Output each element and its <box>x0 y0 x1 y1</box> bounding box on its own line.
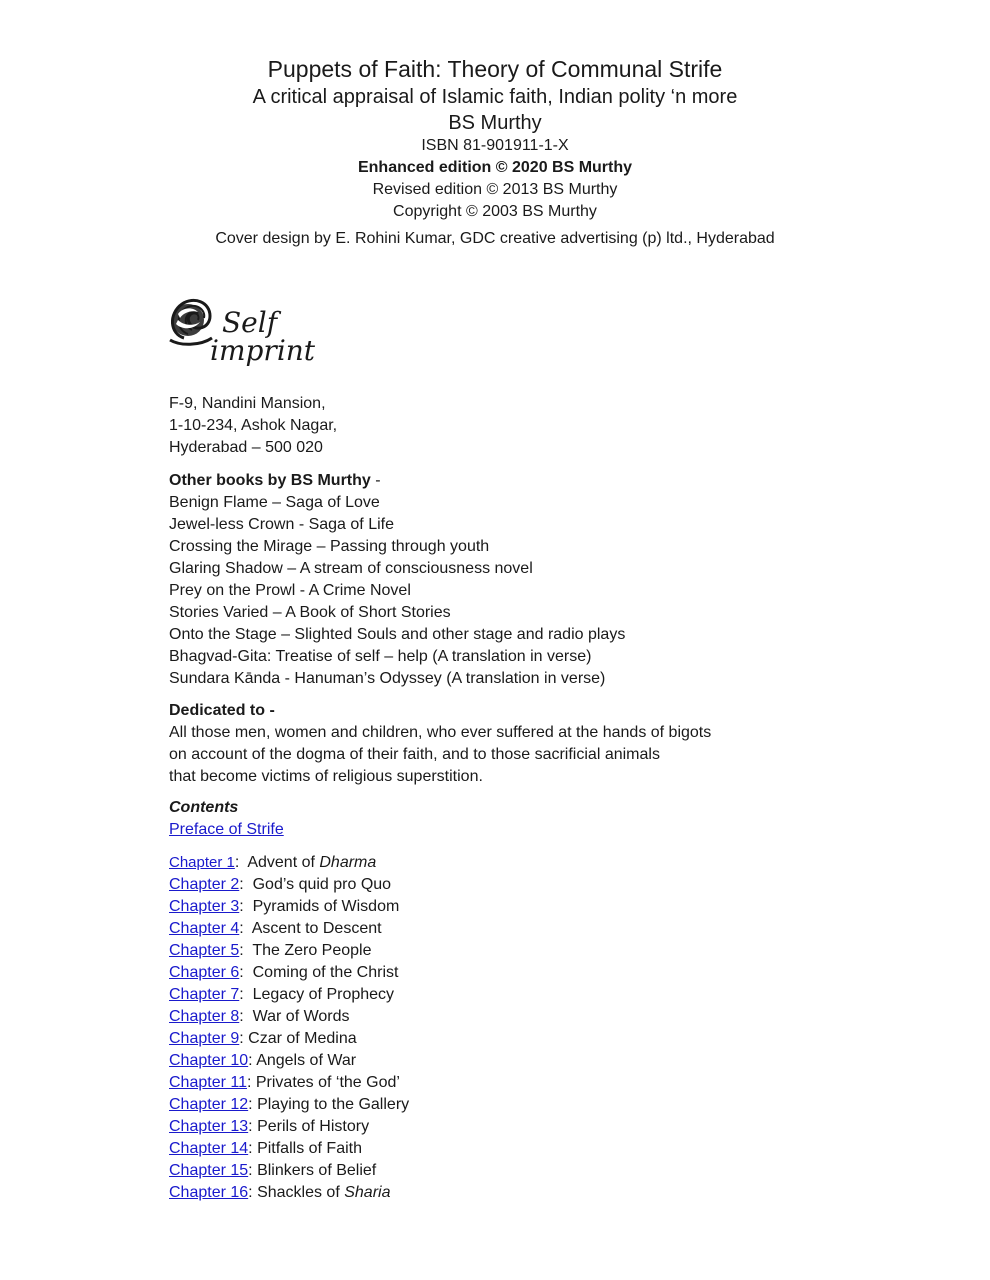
chapter-separator: : <box>248 1140 258 1157</box>
chapter-link[interactable]: Chapter 1 <box>169 854 235 871</box>
other-book-item: Onto the Stage – Slighted Souls and other stage and radio plays <box>169 626 626 643</box>
chapter-separator: : <box>239 898 253 915</box>
chapter-link[interactable]: Chapter 15 <box>169 1162 249 1179</box>
other-book-item: Benign Flame – Saga of Love <box>169 494 380 511</box>
chapter-separator: : <box>246 1074 256 1091</box>
other-books-heading-suffix: - <box>370 472 381 489</box>
address-line: 1-10-234, Ashok Nagar, <box>169 417 338 434</box>
chapter-title: Advent of <box>247 854 320 871</box>
book-subtitle: A critical appraisal of Islamic faith, Indian polity ‘n more <box>252 86 738 108</box>
book-title: Puppets of Faith: Theory of Communal Strife <box>267 56 723 82</box>
preface-link[interactable]: Preface of Strife <box>169 821 284 838</box>
chapter-title: Coming of the Christ <box>252 964 399 981</box>
chapter-link[interactable]: Chapter 7 <box>169 986 240 1003</box>
copyright-line: Copyright © 2003 BS Murthy <box>393 203 597 220</box>
chapter-separator: : <box>248 1118 258 1135</box>
chapter-separator: : <box>239 964 253 981</box>
chapter-row <box>169 918 409 940</box>
chapter-separator: : <box>239 942 253 959</box>
book-author: BS Murthy <box>448 112 542 134</box>
chapter-title: Shackles of <box>257 1184 345 1201</box>
chapter-row <box>169 1138 409 1160</box>
chapter-list <box>169 852 409 1204</box>
chapter-title-italic: Dharma <box>319 854 377 871</box>
chapter-link[interactable]: Chapter 9 <box>169 1030 240 1047</box>
address-line: F-9, Nandini Mansion, <box>169 395 326 412</box>
other-book-item: Sundara Kānda - Hanuman’s Odyssey (A translation in verse) <box>169 670 606 687</box>
chapter-row <box>169 1182 409 1204</box>
chapter-link[interactable]: Chapter 12 <box>169 1096 249 1113</box>
chapter-separator: : <box>239 986 253 1003</box>
address-line: Hyderabad – 500 020 <box>169 439 323 456</box>
chapter-separator: : <box>234 854 248 871</box>
chapter-row <box>169 1072 409 1094</box>
chapter-title: Privates of ‘the God’ <box>255 1074 400 1091</box>
chapter-title: Angels of War <box>256 1052 357 1069</box>
chapter-title: Pitfalls of Faith <box>257 1140 362 1157</box>
chapter-title: Czar of Medina <box>248 1030 357 1047</box>
logo-text-self: Self <box>222 306 278 339</box>
chapter-separator: : <box>248 1162 258 1179</box>
chapter-link[interactable]: Chapter 2 <box>169 876 240 893</box>
chapter-row <box>169 984 409 1006</box>
chapter-link[interactable]: Chapter 10 <box>169 1052 249 1069</box>
chapter-separator: : <box>248 1096 258 1113</box>
chapter-link[interactable]: Chapter 4 <box>169 920 240 937</box>
cover-design-credit: Cover design by E. Rohini Kumar, GDC creative advertising (p) ltd., Hyderabad <box>215 230 775 247</box>
chapter-title: The Zero People <box>252 942 372 959</box>
chapter-link[interactable]: Chapter 14 <box>169 1140 249 1157</box>
publisher-address <box>169 393 337 459</box>
other-book-item: Jewel-less Crown - Saga of Life <box>169 516 394 533</box>
chapter-row <box>169 1116 409 1138</box>
chapter-title: Pyramids of Wisdom <box>252 898 400 915</box>
chapter-row <box>169 1094 409 1116</box>
other-book-item: Glaring Shadow – A stream of consciousness novel <box>169 560 533 577</box>
other-books-heading: Other books by BS Murthy <box>169 472 371 489</box>
chapter-title: Ascent to Descent <box>251 920 382 937</box>
chapter-row <box>169 1028 409 1050</box>
dedication-line: All those men, women and children, who ever suffered at the hands of bigots <box>169 724 712 741</box>
other-books-section <box>169 470 625 690</box>
dedication-line: on account of the dogma of their faith, and to those sacrificial animals <box>169 746 660 763</box>
chapter-row <box>169 852 409 874</box>
chapter-row <box>169 896 409 918</box>
chapter-link[interactable]: Chapter 11 <box>169 1074 247 1091</box>
chapter-separator: : <box>239 920 252 937</box>
chapter-separator: : <box>239 876 253 893</box>
chapter-row <box>169 874 409 896</box>
enhanced-edition-line: Enhanced edition © 2020 BS Murthy <box>357 159 633 176</box>
chapter-separator: : <box>239 1030 249 1047</box>
chapter-separator: : <box>248 1184 258 1201</box>
chapter-title: Blinkers of Belief <box>257 1162 377 1179</box>
chapter-row <box>169 1050 409 1072</box>
revised-edition-line: Revised edition © 2013 BS Murthy <box>372 181 618 198</box>
chapter-link[interactable]: Chapter 6 <box>169 964 240 981</box>
chapter-link[interactable]: Chapter 13 <box>169 1118 249 1135</box>
other-books-heading-line <box>169 470 625 492</box>
other-book-item: Stories Varied – A Book of Short Stories <box>169 604 451 621</box>
chapter-separator: : <box>248 1052 257 1069</box>
chapter-title: God’s quid pro Quo <box>252 876 392 893</box>
isbn-line: ISBN 81-901911-1-X <box>421 137 569 154</box>
contents-heading-block <box>169 797 238 819</box>
dedication-section <box>169 700 711 788</box>
chapter-title: Perils of History <box>257 1118 370 1135</box>
other-book-item: Bhagvad-Gita: Treatise of self – help (A translation in verse) <box>169 648 592 665</box>
swirl-logo-icon <box>166 290 316 380</box>
preface-link-block <box>169 819 284 841</box>
chapter-row <box>169 962 409 984</box>
chapter-row <box>169 1160 409 1182</box>
chapter-row <box>169 940 409 962</box>
chapter-link[interactable]: Chapter 8 <box>169 1008 240 1025</box>
chapter-separator: : <box>239 1008 253 1025</box>
chapter-title: Playing to the Gallery <box>257 1096 410 1113</box>
dedication-heading: Dedicated to - <box>169 702 275 719</box>
chapter-link[interactable]: Chapter 3 <box>169 898 240 915</box>
other-book-item: Prey on the Prowl - A Crime Novel <box>169 582 411 599</box>
dedication-line: that become victims of religious superstition. <box>169 768 483 785</box>
chapter-title: Legacy of Prophecy <box>252 986 395 1003</box>
chapter-row <box>169 1006 409 1028</box>
other-book-item: Crossing the Mirage – Passing through youth <box>169 538 490 555</box>
chapter-link[interactable]: Chapter 5 <box>169 942 240 959</box>
contents-heading: Contents <box>169 799 239 816</box>
chapter-link[interactable]: Chapter 16 <box>169 1184 249 1201</box>
self-imprint-logo <box>166 290 316 380</box>
chapter-title-italic: Sharia <box>344 1184 391 1201</box>
chapter-title: War of Words <box>252 1008 350 1025</box>
logo-text-imprint: imprint <box>210 334 316 367</box>
